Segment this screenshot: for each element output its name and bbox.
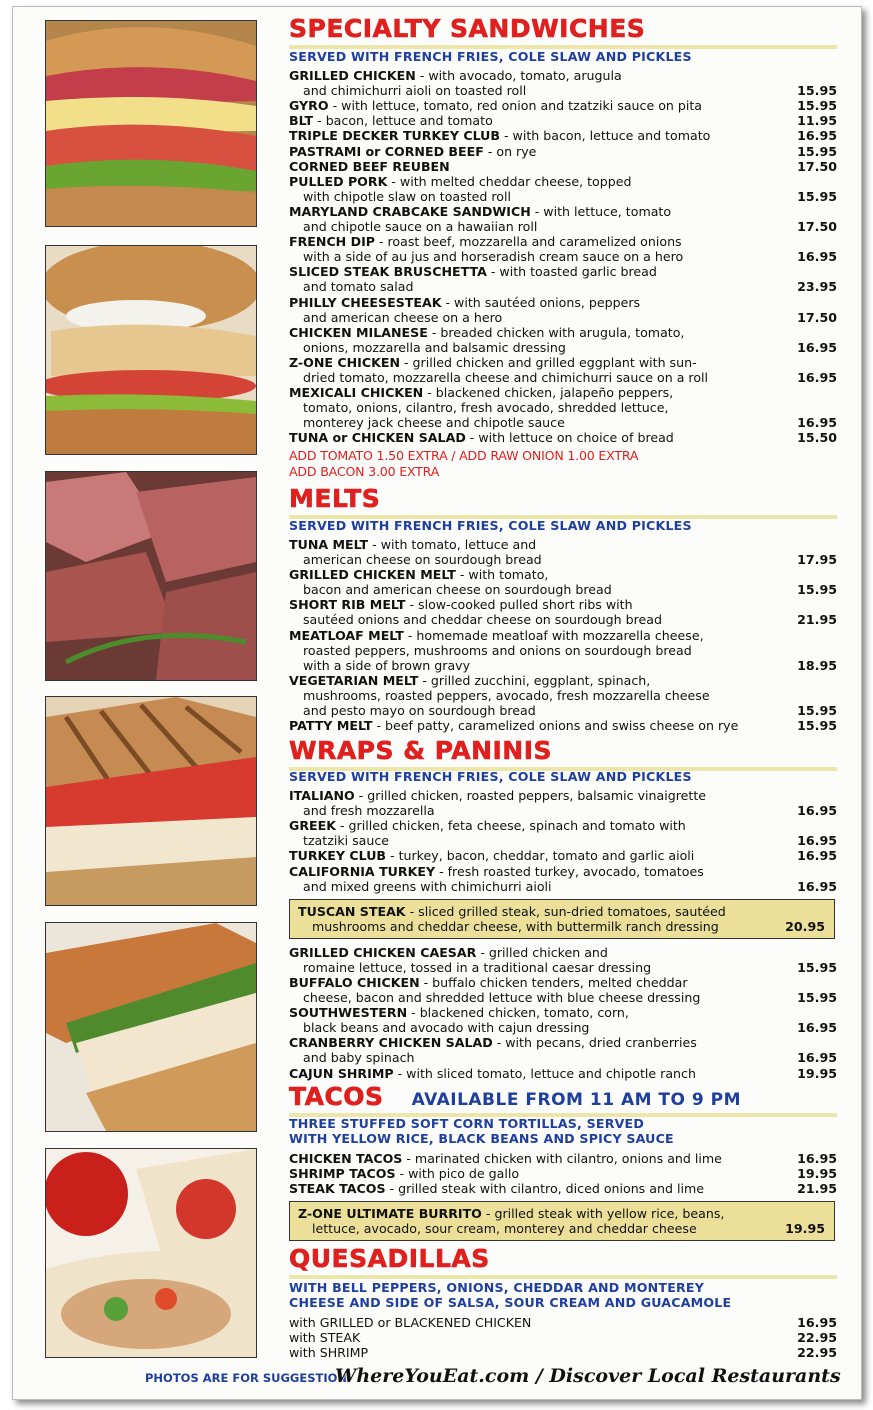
featured-item-desc: mushrooms and cheddar cheese, with buttermilk ranch dressing (312, 918, 719, 934)
featured-item-desc: - sliced grilled steak, sun-dried tomatoes, sautéed (405, 903, 726, 919)
burrito-box (289, 1201, 835, 1241)
taco-item-name: SHRIMP TACOS (289, 1166, 396, 1182)
sandwich-item-desc: - with avocado, tomato, arugula (415, 68, 622, 83)
featured-item (298, 1206, 825, 1236)
melt-item-line (289, 703, 837, 718)
wrap-item-line (289, 848, 837, 863)
quesadillas-title: QUESADILLAS (289, 1244, 490, 1273)
sandwich-item-desc: - roast beef, mozzarella and caramelized onions (374, 234, 682, 250)
wrap-item-price: 19.95 (797, 1065, 837, 1081)
sandwich-item-line (289, 249, 837, 264)
melt-item-name: GRILLED CHICKEN MELT (289, 567, 456, 583)
melts-title: MELTS (289, 484, 381, 513)
sandwich-item-line (289, 174, 837, 189)
sandwich-item-price: 16.95 (797, 128, 837, 144)
wrap-item-price: 16.95 (797, 848, 837, 864)
grilled-sandwich-photo-icon (45, 922, 257, 1132)
sandwich-item-line (289, 204, 837, 219)
quesadilla-item-desc: with GRILLED or BLACKENED CHICKEN (289, 1315, 532, 1330)
wraps-title: WRAPS & PANINIS (289, 736, 553, 765)
sandwiches-title: SPECIALTY SANDWICHES (289, 14, 646, 43)
sandwich-item (289, 98, 837, 113)
sandwich-item-line (289, 234, 837, 249)
melt-item-price: 18.95 (797, 657, 837, 673)
melt-item-line (289, 537, 837, 552)
sandwich-item-name: GRILLED CHICKEN (289, 68, 416, 83)
melt-item-price: 15.95 (797, 582, 837, 598)
melt-item (289, 567, 837, 597)
wrap-item-line (289, 833, 837, 848)
quesadilla-item-line (289, 1315, 837, 1330)
wrap-item-line (289, 864, 837, 879)
menu-page (12, 6, 862, 1400)
sandwich-item-line (289, 310, 837, 325)
melt-item-price: 15.95 (797, 703, 837, 719)
featured-item-line (298, 1221, 825, 1236)
wrap-item-desc: - grilled chicken, roasted peppers, balsamic vinaigrette (354, 788, 707, 803)
footer (145, 1365, 845, 1395)
melt-item-line (289, 612, 837, 627)
sandwich-item-line (289, 264, 837, 279)
wrap-item-line (289, 803, 837, 818)
sandwich-item-line (289, 400, 837, 415)
wrap-item-price: 16.95 (797, 833, 837, 849)
sandwich-item (289, 295, 837, 325)
melt-item-name: VEGETARIAN MELT (289, 672, 419, 688)
quesadilla-item-line (289, 1345, 837, 1360)
sandwich-item-line (289, 370, 837, 385)
melt-item-desc: - grilled zucchini, eggplant, spinach, (418, 672, 651, 688)
sandwich-item-name: PULLED PORK (289, 173, 388, 189)
wrap-item-desc: - fresh roasted turkey, avocado, tomatoes (435, 863, 704, 879)
quesadilla-item-price: 16.95 (797, 1315, 837, 1330)
taco-item-line (289, 1181, 837, 1196)
wrap-item-price: 16.95 (797, 1020, 837, 1036)
sandwich-item-price: 16.95 (797, 415, 837, 431)
wrap-item-desc: - with sliced tomato, lettuce and chipotle ranch (393, 1065, 696, 1081)
sandwich-item-name: CORNED BEEF REUBEN (289, 158, 450, 174)
quesadilla-item-line (289, 1330, 837, 1345)
melt-item (289, 537, 837, 567)
wrap-photo-icon (45, 1148, 257, 1358)
wrap-item (289, 975, 837, 1005)
sandwich-item-desc: - with lettuce, tomato, red onion and tzatziki sauce on pita (328, 98, 703, 114)
melt-item-line (289, 718, 837, 733)
sandwich-item-line (289, 219, 837, 234)
wrap-item-line (289, 1066, 837, 1081)
sandwich-item-line (289, 385, 837, 400)
sandwich-item (289, 159, 837, 174)
melt-item-line (289, 567, 837, 582)
taco-item-line (289, 1166, 837, 1181)
featured-item-price: 20.95 (785, 918, 825, 934)
melt-item (289, 718, 837, 733)
wrap-item-line (289, 879, 837, 894)
sandwich-item-desc: onions, mozzarella and balsamic dressing (303, 339, 566, 355)
wrap-item-desc: - grilled chicken and (476, 944, 608, 960)
burger-photo-icon (45, 245, 257, 455)
taco-item-desc: - grilled steak with cilantro, diced onions and lime (385, 1181, 704, 1197)
taco-item (289, 1166, 837, 1181)
wrap-item-line (289, 818, 837, 833)
sandwich-item (289, 385, 837, 430)
sandwich-item-desc: - with melted cheddar cheese, topped (387, 173, 632, 189)
sandwich-item-desc: - grilled chicken and grilled eggplant with sun- (399, 354, 697, 370)
sandwich-item (289, 68, 837, 98)
wrap-item-line (289, 1005, 837, 1020)
wrap-item-price: 16.95 (797, 878, 837, 894)
taco-item-name: CHICKEN TACOS (289, 1151, 403, 1166)
melt-item-line (289, 643, 837, 658)
quesadillas-title-rule (289, 1274, 837, 1279)
melt-item-line (289, 658, 837, 673)
sandwich-item-line (289, 340, 837, 355)
wrap-item-desc: and baby spinach (303, 1050, 415, 1066)
featured-item-line (298, 919, 825, 934)
taco-item-line (289, 1151, 837, 1166)
sandwiches-addon: ADD TOMATO 1.50 EXTRA / ADD RAW ONION 1.00 EXTRA (289, 447, 639, 463)
sandwich-item-name: BLT (289, 113, 314, 129)
taco-item (289, 1151, 837, 1166)
sandwich-item-desc: and chipotle sauce on a hawaiian roll (303, 218, 538, 234)
wrap-item-name: BUFFALO CHICKEN (289, 974, 420, 990)
sandwich-item (289, 128, 837, 143)
sandwich-item-name: MARYLAND CRABCAKE SANDWICH (289, 203, 531, 219)
sandwich-item (289, 113, 837, 128)
quesadilla-item (289, 1315, 837, 1330)
sandwich-photo-icon (45, 20, 257, 227)
sandwich-item-desc: - with lettuce, tomato (530, 203, 672, 219)
melt-item-line (289, 582, 837, 597)
sandwich-item-desc: and chimichurri aioli on toasted roll (303, 83, 527, 99)
featured-item-line (298, 904, 825, 919)
featured-item (298, 904, 825, 934)
sandwich-item-name: Z-ONE CHICKEN (289, 354, 400, 370)
melt-item-desc: - with tomato, (455, 567, 549, 583)
melt-item-desc: - slow-cooked pulled short ribs with (405, 597, 633, 613)
wrap-item-desc: - with pecans, dried cranberries (492, 1035, 697, 1051)
taco-item-desc: - marinated chicken with cilantro, onions and lime (402, 1151, 722, 1166)
sandwich-item-price: 11.95 (797, 113, 837, 129)
melt-item-name: PATTY MELT (289, 718, 373, 734)
melt-item-price: 15.95 (797, 718, 837, 734)
melt-item (289, 628, 837, 673)
quesadillas-subtitle: CHEESE AND SIDE OF SALSA, SOUR CREAM AND GUACAMOLE (289, 1295, 732, 1310)
wrap-item-name: CALIFORNIA TURKEY (289, 863, 436, 879)
quesadilla-item-desc: with SHRIMP (289, 1345, 369, 1361)
melts-subtitle: SERVED WITH FRENCH FRIES, COLE SLAW AND PICKLES (289, 518, 692, 533)
taco-item-price: 21.95 (797, 1181, 837, 1197)
sandwich-item (289, 355, 837, 385)
sandwich-item-price: 15.95 (797, 98, 837, 114)
sandwich-item-line (289, 68, 837, 83)
photos-note: PHOTOS ARE FOR SUGGESTION (145, 1371, 348, 1385)
melt-item-desc: - with tomato, lettuce and (368, 537, 537, 552)
sandwich-item-name: SLICED STEAK BRUSCHETTA (289, 264, 487, 280)
melt-item-name: SHORT RIB MELT (289, 597, 406, 613)
wrap-item-name: ITALIANO (289, 788, 355, 803)
wrap-item-desc: and fresh mozzarella (303, 803, 435, 819)
wrap-item-name: CRANBERRY CHICKEN SALAD (289, 1035, 493, 1051)
melt-item-desc: - homemade meatloaf with mozzarella cheese, (403, 627, 704, 643)
wrap-item-name: GRILLED CHICKEN CAESAR (289, 944, 477, 960)
sandwich-item-line (289, 355, 837, 370)
quesadilla-item-desc: with STEAK (289, 1330, 361, 1346)
melt-item-line (289, 673, 837, 688)
quesadilla-item (289, 1345, 837, 1360)
melt-item-desc: mushrooms, roasted peppers, avocado, fresh mozzarella cheese (303, 687, 710, 703)
sandwich-item-name: TUNA or CHICKEN SALAD (289, 430, 466, 446)
sandwich-item (289, 174, 837, 204)
melt-item-line (289, 688, 837, 703)
sandwich-item-price: 15.95 (797, 143, 837, 159)
wrap-item-desc: - grilled chicken, feta cheese, spinach and tomato with (336, 818, 686, 834)
wrap-item-desc: black beans and avocado with cajun dressing (303, 1020, 590, 1036)
sandwich-item-desc: and tomato salad (303, 279, 414, 295)
quesadilla-item (289, 1330, 837, 1345)
sandwich-item-line (289, 144, 837, 159)
taco-item-price: 19.95 (797, 1166, 837, 1182)
wrap-item-desc: - turkey, bacon, cheddar, tomato and garlic aioli (386, 848, 695, 864)
wrap-item-name: TURKEY CLUB (289, 848, 387, 864)
featured-item-desc: lettuce, avocado, sour cream, monterey and cheddar cheese (312, 1221, 697, 1237)
watermark-brand: WhereYouEat.com / Discover Local Restaurants (335, 1365, 841, 1387)
wrap-item-name: SOUTHWESTERN (289, 1005, 408, 1021)
sandwich-item-desc: - with lettuce on choice of bread (465, 430, 674, 446)
sandwich-item-line (289, 159, 837, 174)
tuscan-steak-box (289, 899, 835, 939)
featured-item-name: TUSCAN STEAK (298, 903, 406, 919)
wrap-item-line (289, 1050, 837, 1065)
wrap-item (289, 848, 837, 863)
sandwich-item-price: 16.95 (797, 369, 837, 385)
wrap-item-name: CAJUN SHRIMP (289, 1065, 394, 1081)
melt-item-line (289, 597, 837, 612)
sandwich-item-price: 16.95 (797, 339, 837, 355)
sandwich-item-name: GYRO (289, 98, 329, 114)
wrap-item-price: 15.95 (797, 959, 837, 975)
sandwich-item (289, 204, 837, 234)
wrap-item-price: 16.95 (797, 803, 837, 819)
tacos-subtitle: WITH YELLOW RICE, BLACK BEANS AND SPICY SAUCE (289, 1131, 674, 1146)
wrap-item-line (289, 960, 837, 975)
sandwich-item-line (289, 430, 837, 445)
panini-photo-icon (45, 696, 257, 906)
wrap-item-line (289, 990, 837, 1005)
sandwich-item-desc: tomato, onions, cilantro, fresh avocado, shredded lettuce, (303, 400, 669, 416)
wrap-item-line (289, 788, 837, 803)
wrap-item-price: 16.95 (797, 1050, 837, 1066)
sandwiches-subtitle: SERVED WITH FRENCH FRIES, COLE SLAW AND PICKLES (289, 49, 692, 64)
melt-item-line (289, 628, 837, 643)
wrap-item-line (289, 945, 837, 960)
sandwich-item-desc: - with sautéed onions, peppers (441, 294, 641, 310)
melt-item (289, 597, 837, 627)
wrap-item (289, 1035, 837, 1065)
sandwich-item-desc: with a side of au jus and horseradish cream sauce on a hero (303, 249, 684, 265)
sandwich-item-name: MEXICALI CHICKEN (289, 385, 424, 401)
sandwich-item-line (289, 415, 837, 430)
tacos-title: TACOS (289, 1082, 384, 1111)
wrap-item (289, 864, 837, 894)
tacos-subtitle: THREE STUFFED SOFT CORN TORTILLAS, SERVED (289, 1116, 644, 1131)
wrap-item-desc: - buffalo chicken tenders, melted cheddar (419, 974, 688, 990)
sandwich-item-name: FRENCH DIP (289, 234, 375, 250)
wrap-item-desc: tzatziki sauce (303, 833, 390, 849)
sandwich-item-price: 15.95 (797, 188, 837, 204)
sandwich-item-desc: - breaded chicken with arugula, tomato, (427, 324, 685, 340)
sandwich-item-name: CHICKEN MILANESE (289, 324, 428, 340)
sandwich-item-line (289, 295, 837, 310)
wrap-item-desc: cheese, bacon and shredded lettuce with blue cheese dressing (303, 989, 701, 1005)
wrap-item-line (289, 1035, 837, 1050)
sandwich-item-desc: - with bacon, lettuce and tomato (499, 128, 711, 144)
sandwich-item-desc: monterey jack cheese and chipotle sauce (303, 415, 565, 431)
taco-item-desc: - with pico de gallo (395, 1166, 520, 1182)
melt-item-desc: - beef patty, caramelized onions and swiss cheese on rye (372, 718, 739, 734)
sandwich-item-name: PASTRAMI or CORNED BEEF (289, 143, 484, 159)
sandwich-item-desc: - bacon, lettuce and tomato (313, 113, 493, 129)
wrap-item (289, 1005, 837, 1035)
sandwich-item (289, 430, 837, 445)
sandwich-item-line (289, 83, 837, 98)
wrap-item-desc: - blackened chicken, tomato, corn, (407, 1005, 629, 1021)
sandwich-item-name: PHILLY CHEESESTEAK (289, 294, 442, 310)
melt-item-price: 21.95 (797, 612, 837, 628)
wrap-item (289, 818, 837, 848)
wrap-item-name: GREEK (289, 818, 336, 834)
sandwich-item (289, 144, 837, 159)
sandwich-item-line (289, 113, 837, 128)
featured-item-price: 19.95 (785, 1221, 825, 1237)
wrap-item (289, 1066, 837, 1081)
sandwich-item-desc: - on rye (483, 143, 537, 159)
melt-item (289, 673, 837, 718)
sandwich-item-name: TRIPLE DECKER TURKEY CLUB (289, 128, 500, 144)
quesadilla-item-price: 22.95 (797, 1345, 837, 1361)
sandwich-item-price: 15.50 (797, 430, 837, 446)
melt-item-desc: and pesto mayo on sourdough bread (303, 703, 536, 719)
wrap-item-price: 15.95 (797, 989, 837, 1005)
featured-item-line (298, 1206, 825, 1221)
sandwich-item-line (289, 325, 837, 340)
tacos-availability: AVAILABLE FROM 11 AM TO 9 PM (411, 1090, 742, 1110)
melt-item-price: 17.95 (797, 552, 837, 568)
sandwich-item-desc: with chipotle slaw on toasted roll (303, 188, 511, 204)
sandwich-item-price: 17.50 (797, 309, 837, 325)
sandwich-item-line (289, 98, 837, 113)
sandwich-item-line (289, 128, 837, 143)
melt-item-desc: american cheese on sourdough bread (303, 552, 542, 568)
melt-item-desc: bacon and american cheese on sourdough bread (303, 582, 612, 598)
tacos-heading (289, 1083, 741, 1111)
sandwich-item-line (289, 189, 837, 204)
sandwich-item-price: 16.95 (797, 249, 837, 265)
wrap-item (289, 788, 837, 818)
wrap-item-desc: romaine lettuce, tossed in a traditional caesar dressing (303, 959, 652, 975)
featured-item-desc: - grilled steak with yellow rice, beans, (481, 1206, 725, 1222)
quesadillas-subtitle: WITH BELL PEPPERS, ONIONS, CHEDDAR AND MONTEREY (289, 1280, 705, 1295)
sandwich-item-line (289, 279, 837, 294)
wraps-subtitle: SERVED WITH FRENCH FRIES, COLE SLAW AND PICKLES (289, 769, 692, 784)
sandwich-item-price: 17.50 (797, 218, 837, 234)
sandwich-item-price: 15.95 (797, 83, 837, 99)
melt-item-name: TUNA MELT (289, 537, 369, 552)
sandwich-item-desc: dried tomato, mozzarella cheese and chimichurri sauce on a roll (303, 369, 709, 385)
sandwich-item-price: 23.95 (797, 279, 837, 295)
melt-item-line (289, 552, 837, 567)
featured-item-name: Z-ONE ULTIMATE BURRITO (298, 1206, 482, 1222)
wrap-item (289, 945, 837, 975)
sandwiches-addon: ADD BACON 3.00 EXTRA (289, 463, 440, 479)
melt-item-name: MEATLOAF MELT (289, 627, 404, 643)
melt-item-desc: sautéed onions and cheddar cheese on sourdough bread (303, 612, 662, 628)
melt-item-desc: with a side of brown gravy (303, 657, 471, 673)
wrap-item-line (289, 1020, 837, 1035)
taco-item-price: 16.95 (797, 1151, 837, 1166)
roast-beef-photo-icon (45, 471, 257, 681)
sandwich-item-price: 17.50 (797, 158, 837, 174)
quesadilla-item-price: 22.95 (797, 1330, 837, 1346)
sandwich-item-desc: - blackened chicken, jalapeño peppers, (423, 385, 674, 401)
melt-item-desc: roasted peppers, mushrooms and onions on sourdough bread (303, 642, 692, 658)
wrap-item-line (289, 975, 837, 990)
sandwich-item-desc: and american cheese on a hero (303, 309, 503, 325)
sandwich-item (289, 264, 837, 294)
sandwich-item-desc: - with toasted garlic bread (486, 264, 657, 280)
taco-item-name: STEAK TACOS (289, 1181, 386, 1197)
sandwich-item (289, 325, 837, 355)
sandwich-item (289, 234, 837, 264)
wrap-item-desc: and mixed greens with chimichurri aioli (303, 878, 552, 894)
taco-item (289, 1181, 837, 1196)
